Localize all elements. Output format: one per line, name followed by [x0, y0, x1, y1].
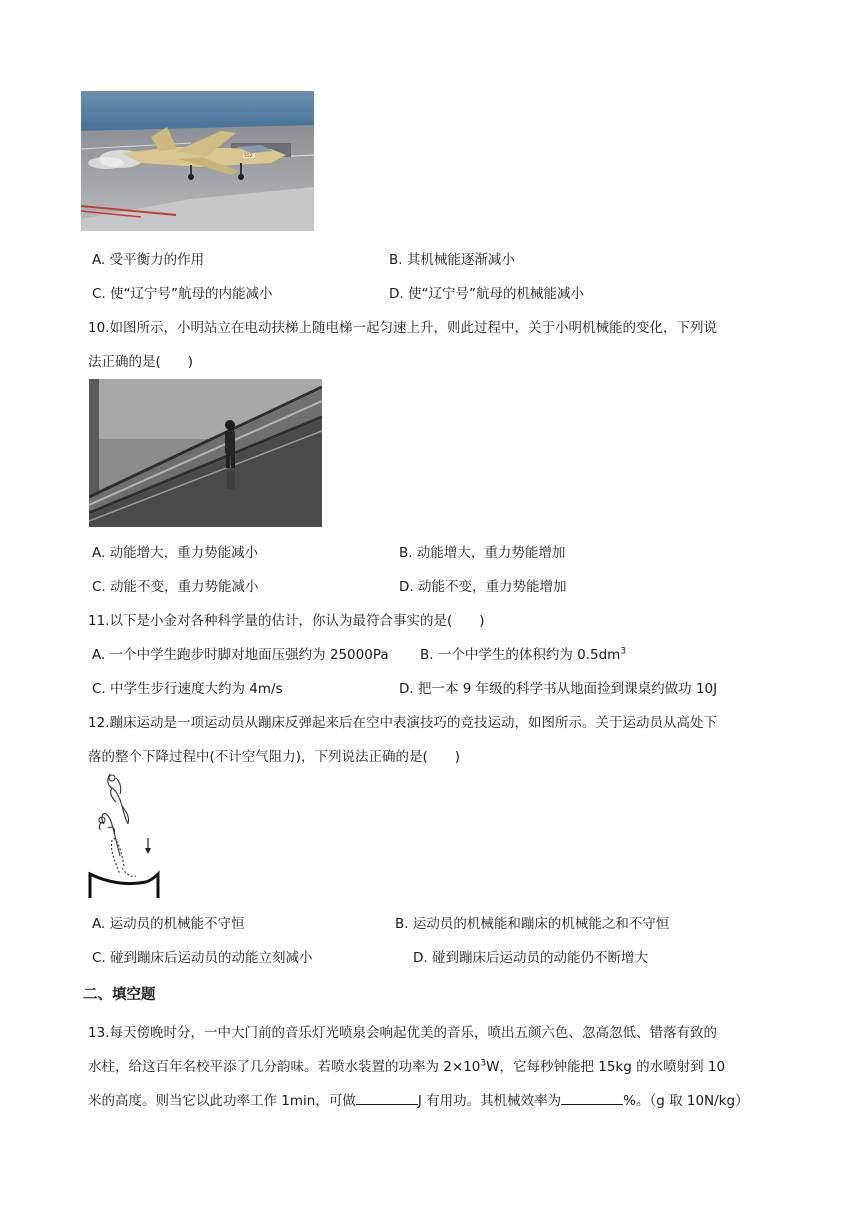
q12-option-a: A. 运动员的机械能不守恒 [92, 916, 245, 932]
q12-option-c: C. 碰到蹦床后运动员的动能立刻减小 [92, 950, 313, 966]
useful-work-blank[interactable] [356, 1091, 418, 1105]
section-heading: 二、填空题 [83, 987, 156, 1003]
q11-option-a: A. 一个中学生跑步时脚对地面压强约为 25000Pa [92, 647, 389, 663]
q13-line2-superscript: 3 [480, 1058, 487, 1069]
fighter-marking: 552 [244, 154, 253, 159]
efficiency-blank[interactable] [561, 1091, 623, 1105]
escalator-image [89, 379, 322, 527]
q13-line2-text: 水柱，给这百年名校平添了几分韵味。若喷水装置的功率为 2×10 [88, 1059, 481, 1075]
q10-stem-line2: 法正确的是( ) [88, 354, 194, 370]
q12-option-d: D. 碰到蹦床后运动员的动能仍不断增大 [413, 950, 648, 966]
q11-stem: 11.以下是小金对各种科学量的估计，你认为最符合事实的是( ) [88, 613, 485, 629]
q13-line3-part-a: 米的高度。则当它以此功率工作 1min，可做 [88, 1093, 356, 1109]
q13-stem-line1: 13.每天傍晚时分，一中大门前的音乐灯光喷泉会响起优美的音乐，喷出五颜六色、忽高忽低、错落有致的 [88, 1025, 717, 1041]
trampoline-figure [86, 770, 166, 900]
q11-option-c: C. 中学生步行速度大约为 4m/s [92, 681, 283, 697]
q12-stem-line2: 落的整个下降过程中(不计空气阻力)，下列说法正确的是( ) [88, 749, 461, 765]
fighter-jet-figure [81, 91, 314, 231]
q12-option-b: B. 运动员的机械能和蹦床的机械能之和不守恒 [395, 916, 670, 932]
q9-option-b: B. 其机械能逐渐减小 [389, 252, 515, 268]
q13-stem-line2 [88, 1055, 725, 1075]
q9-option-a: A. 受平衡力的作用 [92, 252, 205, 268]
q10-option-a: A. 动能增大，重力势能减小 [92, 545, 259, 561]
q13-line2-end: W，它每秒钟能把 15kg 的水喷射到 10 [486, 1059, 726, 1075]
q10-stem-line1: 10.如图所示，小明站立在电动扶梯上随电梯一起匀速上升，则此过程中，关于小明机械能的变化，下列说 [88, 320, 717, 336]
fighter-jet-image [81, 91, 314, 231]
trampoline-image [86, 770, 166, 900]
q9-option-d: D. 使“辽宁号”航母的机械能减小 [389, 286, 584, 302]
q13-stem-line3 [88, 1089, 749, 1109]
q10-option-c: C. 动能不变，重力势能减小 [92, 579, 259, 595]
escalator-figure [89, 379, 322, 527]
q13-line3-part-b: J 有用功。其机械效率为 [417, 1093, 562, 1109]
q11-option-b [420, 643, 626, 663]
q12-stem-line1: 12.蹦床运动是一项运动员从蹦床反弹起来后在空中表演技巧的竞技运动，如图所示。关于运动员从高处下 [88, 715, 717, 731]
q11-option-b-text: B. 一个中学生的体积约为 0.5dm [420, 647, 621, 663]
q9-option-c: C. 使“辽宁号”航母的内能减小 [92, 286, 273, 302]
q13-line3-part-c: %。（g 取 10N/kg） [623, 1093, 749, 1109]
q10-option-b: B. 动能增大，重力势能增加 [399, 545, 566, 561]
q10-option-d: D. 动能不变，重力势能增加 [399, 579, 567, 595]
q11-option-d: D. 把一本 9 年级的科学书从地面捡到课桌约做功 10J [399, 681, 718, 697]
q11-option-b-superscript: 3 [620, 646, 627, 657]
